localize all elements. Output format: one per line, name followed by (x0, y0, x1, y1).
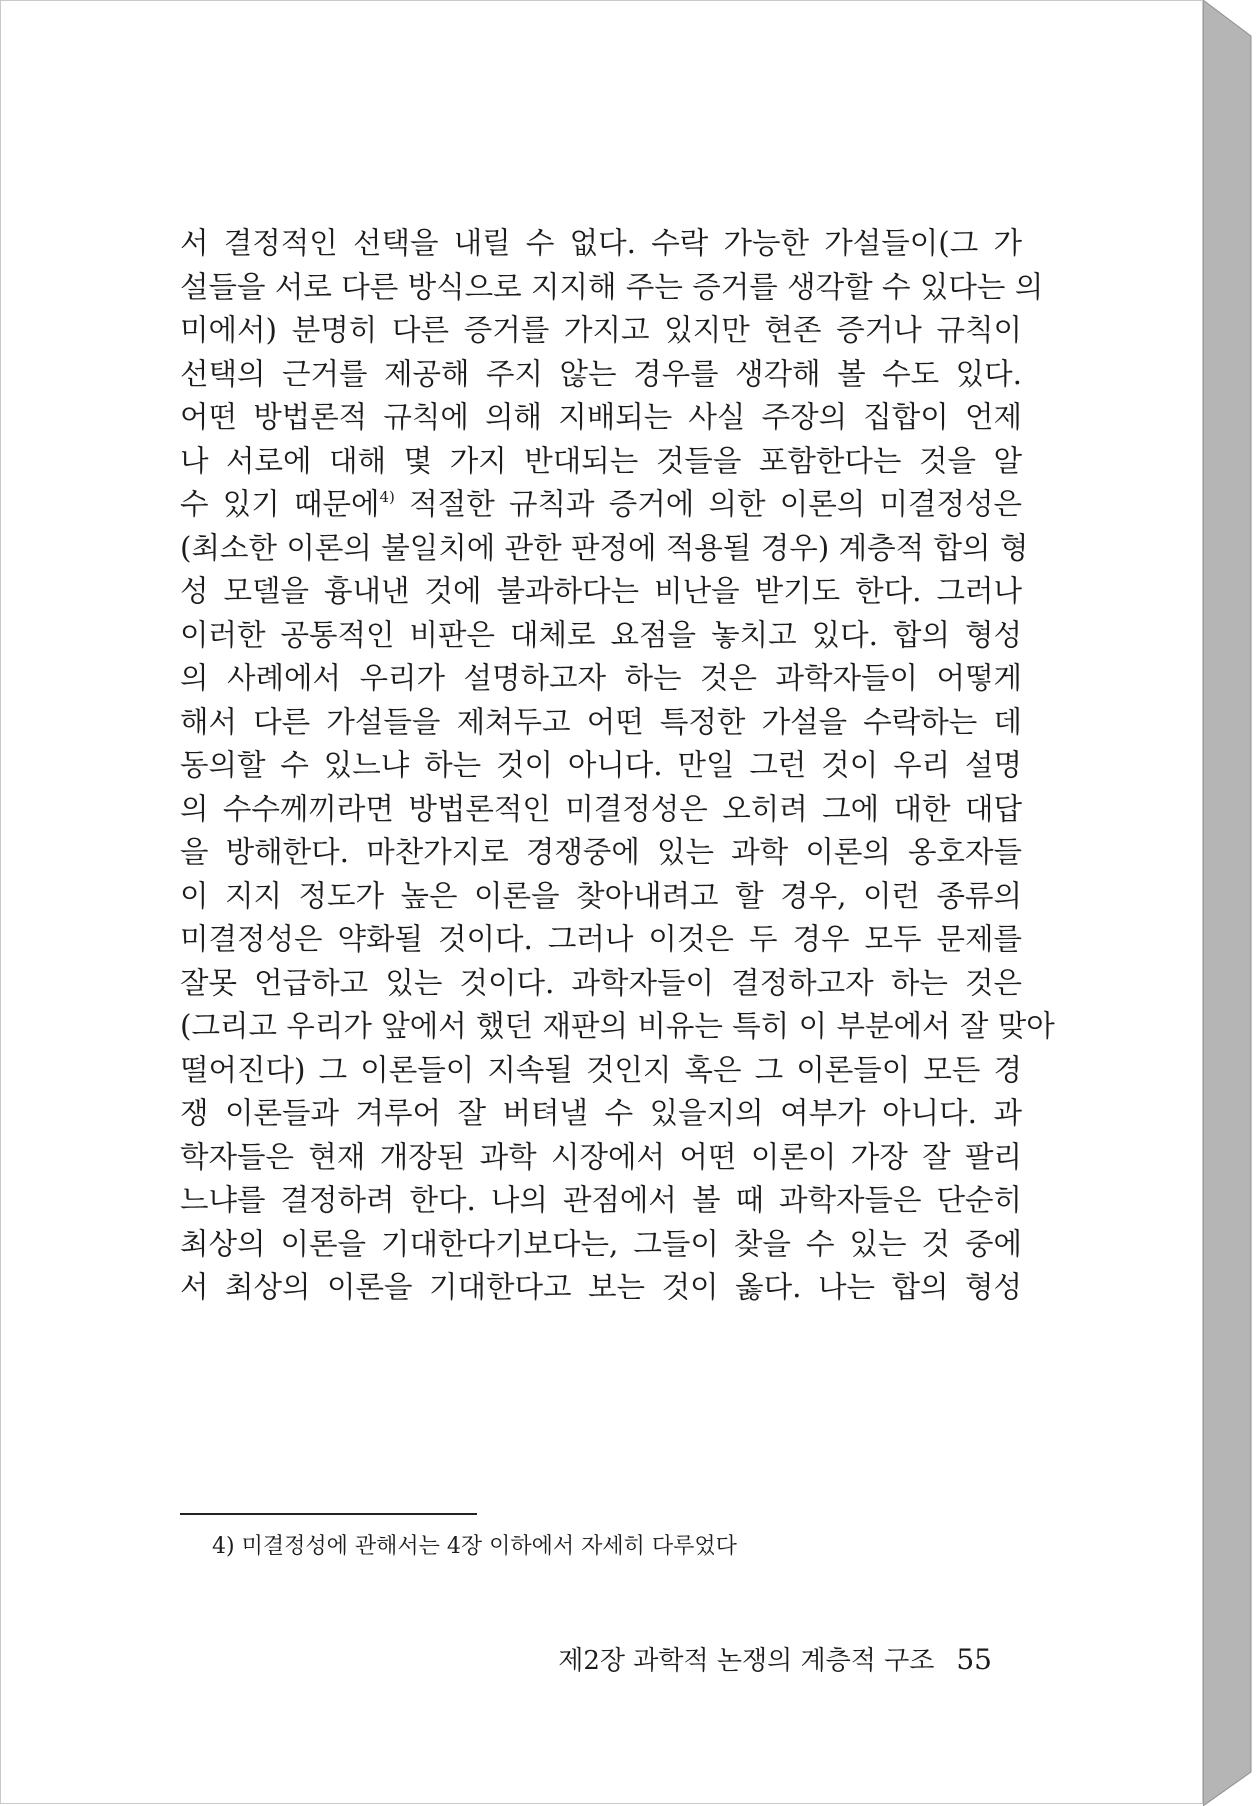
running-footer (520, 1640, 992, 1681)
body-line: 의 수수께끼라면 방법론적인 미결정성은 오히려 그에 대한 대답 (180, 791, 1022, 826)
body-line: 미결정성은 약화될 것이다. 그러나 이것은 두 경우 모두 문제를 (180, 922, 1022, 956)
body-line: 이러한 공통적인 비판은 대체로 요점을 놓치고 있다. 합의 형성 (180, 617, 1022, 652)
body-line: 서 최상의 이론을 기대한다고 보는 것이 옳다. 나는 합의 형성 (180, 1270, 1022, 1304)
body-line: 의 사례에서 우리가 설명하고자 하는 것은 과학자들이 어떻게 (180, 661, 1022, 695)
body-line: 잘못 언급하고 있는 것이다. 과학자들이 결정하고자 하는 것은 (180, 965, 1022, 1000)
body-line-part: 수 있기 때문에 (180, 487, 380, 521)
body-line: 을 방해한다. 마찬가지로 경쟁중에 있는 과학 이론의 옹호자들 (180, 835, 1022, 869)
body-line: 성 모델을 흉내낸 것에 불과하다는 비난을 받기도 한다. 그러나 (180, 574, 1022, 608)
body-line: 어떤 방법론적 규칙에 의해 지배되는 사실 주장의 집합이 언제 (180, 400, 1022, 434)
body-text (180, 222, 1055, 1310)
body-line-with-footnote (180, 483, 1022, 527)
body-line: 미에서) 분명히 다른 증거를 가지고 있지만 현존 증거나 규칙이 (180, 313, 1022, 347)
page-edge-shade (1203, 0, 1251, 1806)
body-line: (그리고 우리가 앞에서 했던 재판의 비유는 특히 이 부분에서 잘 맞아 (180, 1009, 1055, 1043)
body-line: 나 서로에 대해 몇 가지 반대되는 것들을 포함한다는 것을 알 (180, 443, 1022, 478)
body-line: 이 지지 정도가 높은 이론을 찾아내려고 할 경우, 이런 종류의 (180, 878, 1022, 913)
body-line: 선택의 근거를 제공해 주지 않는 경우를 생각해 볼 수도 있다. (180, 356, 1022, 391)
page-number: 55 (956, 1643, 992, 1676)
body-line: 동의할 수 있느냐 하는 것이 아니다. 만일 그런 것이 우리 설명 (180, 748, 1022, 782)
body-line: 최상의 이론을 기대한다기보다는, 그들이 찾을 수 있는 것 중에 (180, 1226, 1022, 1261)
body-line: 떨어진다) 그 이론들이 지속될 것인지 혹은 그 이론들이 모든 경 (180, 1052, 1022, 1087)
body-line: 서 결정적인 선택을 내릴 수 없다. 수락 가능한 가설들이(그 가 (180, 226, 1022, 260)
page-edge (1203, 0, 1259, 1806)
footnote: 4) 미결정성에 관해서는 4장 이하에서 자세히 다루었다 (212, 1534, 737, 1559)
body-line: 느냐를 결정하려 한다. 나의 관점에서 볼 때 과학자들은 단순히 (180, 1183, 1022, 1217)
body-line-part: 적절한 규칙과 증거에 의한 이론의 미결정성은 (409, 487, 1022, 521)
running-head: 제2장 과학적 논쟁의 계층적 구조 (558, 1646, 935, 1676)
body-line: (최소한 이론의 불일치에 관한 판정에 적용될 경우) 계층적 합의 형 (180, 530, 1029, 565)
footnote-divider (180, 1513, 477, 1515)
body-line: 해서 다른 가설들을 제쳐두고 어떤 특정한 가설을 수락하는 데 (180, 704, 1022, 739)
body-line: 설들을 서로 다른 방식으로 지지해 주는 증거를 생각할 수 있다는 의 (180, 269, 1044, 304)
footnote-reference: 4) (379, 488, 395, 506)
body-line: 쟁 이론들과 겨루어 잘 버텨낼 수 있을지의 여부가 아니다. 과 (180, 1096, 1022, 1130)
body-line: 학자들은 현재 개장된 과학 시장에서 어떤 이론이 가장 잘 팔리 (180, 1139, 1022, 1174)
